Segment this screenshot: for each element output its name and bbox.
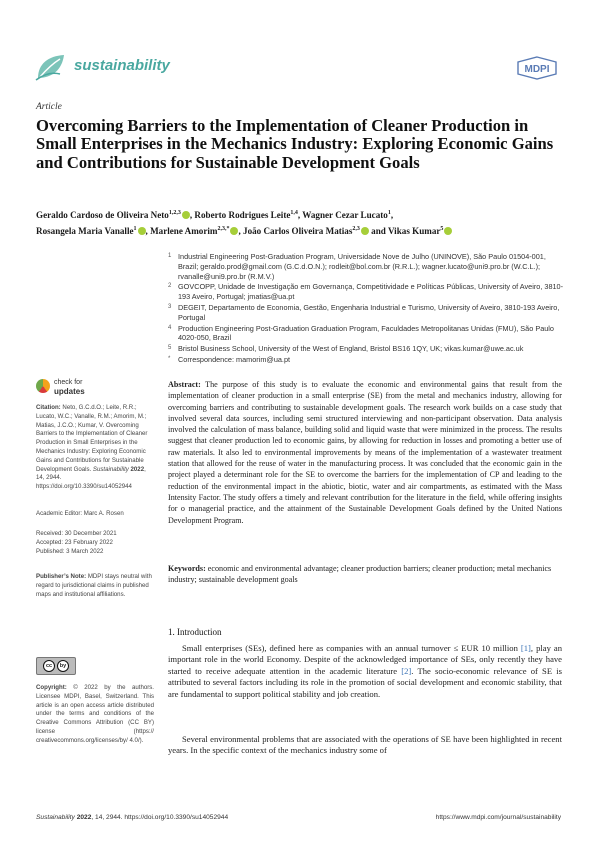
citation-block: Citation: Neto, G.C.d.O.; Leite, R.R.; Lucato, W.C.; Vanalle, R.M.; Amorim, M.; Matias, J.C.O.; Kumar, V. Overcoming Barriers to the Implementation of Cleaner Production in Small Enterprises in the Mechanics Industry: Exploring Economic Gains and Contributions for Sustainable Development Goals. Sustainability 2022, 14, 2944. https://doi.org/10.3390/su14052944 [36, 404, 148, 491]
check-updates-line1[interactable]: check for [54, 379, 83, 386]
citation-link[interactable]: [1] [520, 643, 531, 653]
body-paragraph: Small enterprises (SEs), defined here as companies with an annual turnover ≤ EUR 10 million [1], play an important role in the world Economy. Despite of the acknowledged importance of SEs, only recently they have started to receive adequate attention in the academic literature [2]. The socio-economic relevance of SE is attributed to several factors including its role in the promotion of social development and economic stability, that are fundamental to support political stability and job creation. [168, 643, 562, 699]
author[interactable]: Vikas Kumar [387, 226, 441, 237]
cc-by-license-icon[interactable]: cc by [36, 657, 76, 675]
author[interactable]: Marlene Amorim [150, 226, 218, 237]
orcid-icon[interactable] [182, 211, 190, 219]
keywords: Keywords: economic and environmental advantage; cleaner production barriers; cleaner production; metal mechanics industry; sustainable development goals [168, 564, 552, 585]
journal-name: sustainability [74, 57, 170, 74]
footer-citation: Sustainability 2022, 14, 2944. https://doi.org/10.3390/su14052944 [36, 814, 229, 821]
footer-journal-url[interactable]: https://www.mdpi.com/journal/sustainability [435, 814, 561, 821]
accepted-date: Accepted: 23 February 2022 [36, 538, 113, 546]
published-date: Published: 3 March 2022 [36, 547, 104, 555]
paper-title: Overcoming Barriers to the Implementation of Cleaner Production in Small Enterprises in the Mechanics Industry: Exploring Economic Gains and Contributions for Sustainable Development Goals [36, 116, 554, 172]
check-for-updates-icon[interactable] [36, 379, 50, 393]
check-updates-line2[interactable]: updates [54, 387, 85, 396]
affiliation-item: 3 DEGEIT, Departamento de Economia, Gestão, Engenharia Industrial e Turismo, University of Aveiro, 3810-193 Aveiro, Portugal [168, 302, 560, 322]
citation-link[interactable]: [2] [401, 665, 412, 676]
author[interactable]: Geraldo Cardoso de Oliveira Neto [36, 210, 169, 221]
correspondence: * Correspondence: mamorim@ua.pt [168, 354, 291, 364]
abstract: Abstract: The purpose of this study is to evaluate the economic and environmental gains that result from the implementation of cleaner production in a small enterprise (SE) from the metal and mechanics industry, allowing for overcoming barriers and contributing to sustainable development goals. The research work builds on a case study that involved several data sources, including semi structured interviewing and non-participant observation. Data analysis involved the calculation of mass balance, building solid and liquid waste that were minimized in the process. The results suggest that cleaner production led to economic gains, by allowing for reduction in losses and promoting a better use of raw materials. It also led to environmental improvements by means of the implementation of a wastewater treatment station that allowed for the reuse of water in the manufacturing process. It was concluded that the economic gain in the project played a determinant role for the SE to overcome the barriers for the implementation of CP and leading to the reduction of the environmental impact in the abiotic, biotic, water and air compartments, as estimated with the Mass Intensity Factor. The study offers a timely and relevant contribution for the literature in the field, while offering insights for o managerial practice, and the attainment of the Sustainable Development Goals defined by the United Nations Development Program. [168, 380, 562, 525]
article-type: Article [36, 102, 62, 112]
publication-dates [36, 530, 154, 556]
orcid-icon[interactable] [230, 227, 238, 235]
author[interactable]: João Carlos Oliveira Matias [243, 226, 353, 237]
orcid-icon[interactable] [444, 227, 452, 235]
academic-editor: Academic Editor: Marc A. Rosen [36, 510, 124, 517]
affiliation-item: 4 Production Engineering Post-Graduation Graduation Program, Faculdades Metropolitanas Unidas (FMU), São Paulo 4020-050, Brazil [168, 323, 554, 343]
affiliation-item: 2 GOVCOPP, Unidade de Investigação em Governança, Competitividade e Políticas Públicas, University of Aveiro, 3810-193 Aveiro, Portugal; jmatias@ua.pt [168, 282, 564, 302]
author[interactable]: Roberto Rodrigues Leite [194, 210, 291, 221]
affiliation-item: 1 Industrial Engineering Post-Graduation Program, Universidade Nove de Julho (UNINOVE), São Paulo 01504-001, Brazil; geraldo.prod@gmail.com (G.C.d.O.N.); rodleit@bol.com.br (R.R.L.); wagner.lucato@uni9.pro.br (W.C.L.); rvanalle@uni9.pro.br (R.M.V.) [168, 252, 546, 281]
author[interactable]: Wagner Cezar Lucato [302, 210, 388, 221]
author-list: Geraldo Cardoso de Oliveira Neto$^{1,2,3}$ , Roberto Rodrigues Leite$^{1,4}$, Wagner Cezar Lucato$^1$, Rosangela Maria Vanalle$^1$ , Marlene Amorim$^{2,3,*}$ , João Carlos Oliveira Matias$^{2,3}$ and Vikas Kumar$^5$ [36, 206, 566, 238]
author[interactable]: Rosangela Maria Vanalle [36, 226, 134, 237]
orcid-icon[interactable] [361, 227, 369, 235]
svg-text:MDPI: MDPI [524, 64, 550, 75]
copyright-notice: Copyright: © 2022 by the authors. Licensee MDPI, Basel, Switzerland. This article is an open access article distributed under the terms and conditions of the Creative Commons Attribution (CC BY) license (https:// creativecommons.org/licenses/by/ 4.0/). [36, 684, 154, 744]
received-date: Received: 30 December 2021 [36, 530, 117, 537]
sustainability-logo-icon [34, 52, 68, 82]
publisher-note: Publisher’s Note: MDPI stays neutral with regard to jurisdictional claims in published maps and institutional affiliations. [36, 573, 152, 598]
affiliation-item: 5 Bristol Business School, University of the West of England, Bristol BS16 1QY, UK; vikas.kumar@uwe.ac.uk [168, 344, 524, 354]
affiliations [168, 252, 568, 365]
mdpi-logo-icon [516, 56, 558, 80]
section-heading: 1. Introduction [168, 627, 222, 637]
body-paragraph: Several environmental problems that are associated with the operations of SE have been highlighted in recent years. In the specific context of the mechanics industry some of [168, 734, 562, 756]
orcid-icon[interactable] [138, 227, 146, 235]
